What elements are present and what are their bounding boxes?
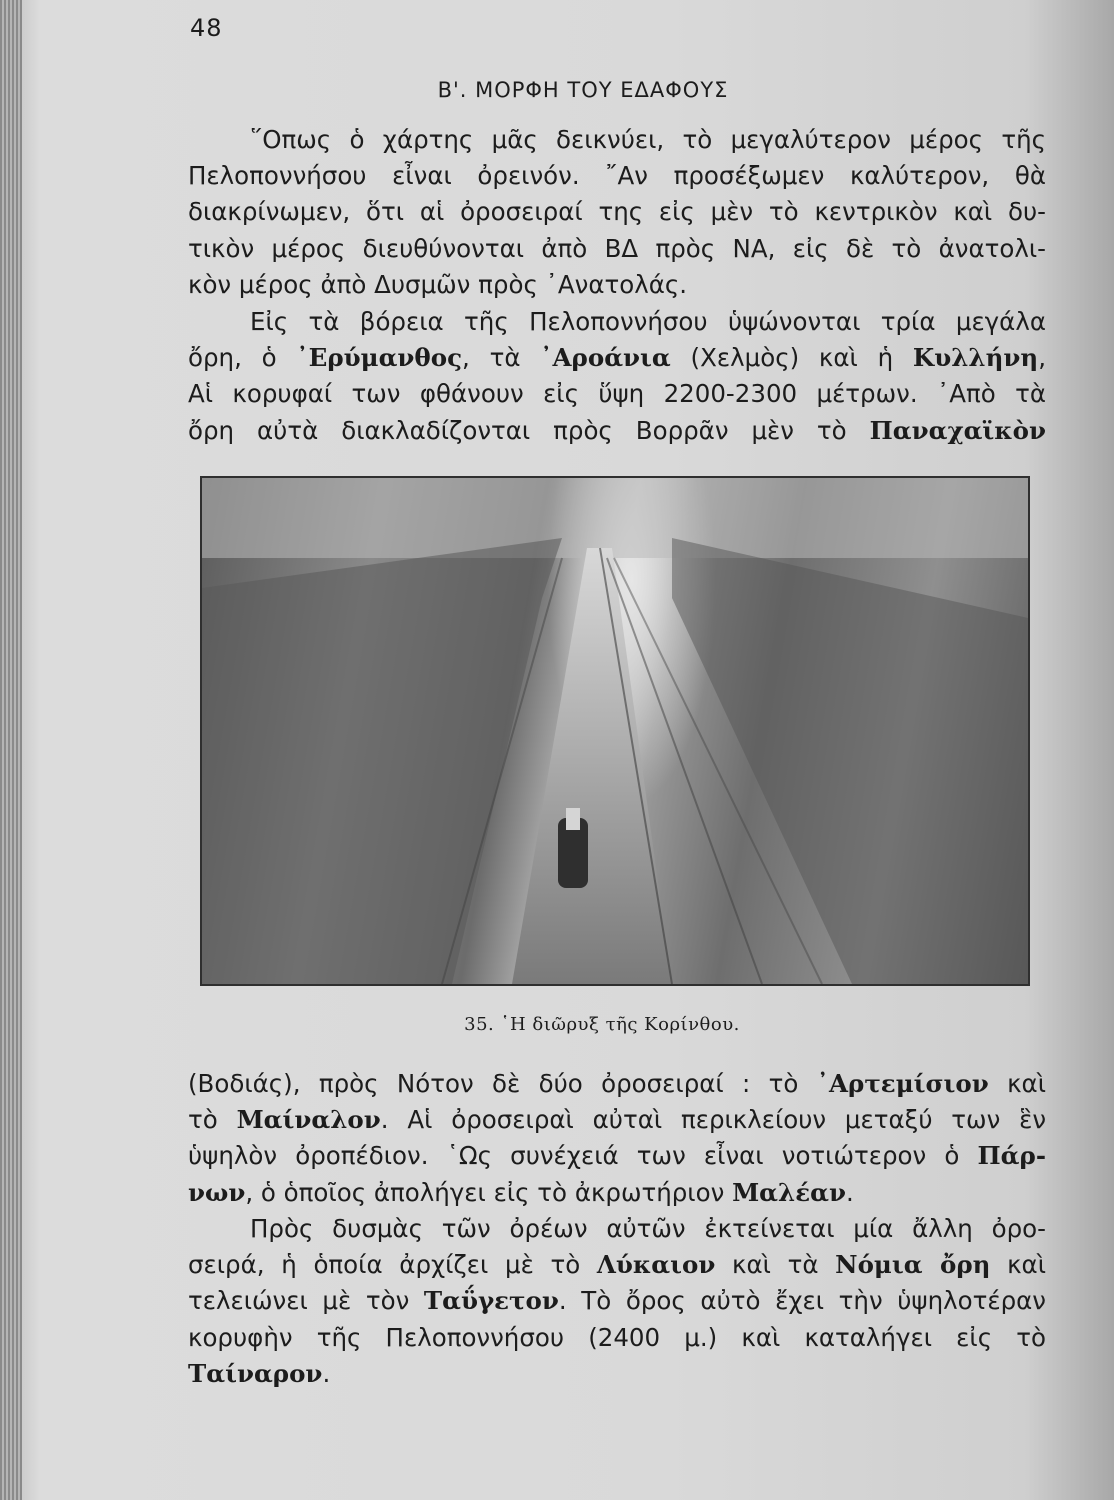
place-name: Ταΰγετον xyxy=(423,1286,559,1316)
text-line xyxy=(188,1247,1046,1283)
text-run: καὶ τὰ xyxy=(715,1250,836,1280)
paragraph-4 xyxy=(188,1211,1046,1392)
text-line: κορυφὴν τῆς Πελοποννήσου (2400 μ.) καὶ καταλήγει εἰς τὸ xyxy=(188,1322,1046,1352)
text-run: . xyxy=(322,1358,331,1388)
paragraph-1 xyxy=(188,122,1046,303)
text-run: . Τὸ ὄρος αὐτὸ ἔχει τὴν ὑψηλοτέραν xyxy=(558,1286,1046,1316)
text-line xyxy=(188,1356,1046,1392)
text-run: , ὁ ὁποῖος ἀπολήγει εἰς τὸ ἀκρωτήριον xyxy=(245,1177,733,1207)
place-name: Μαίναλον xyxy=(236,1105,381,1135)
place-name: Μαλέαν xyxy=(732,1177,846,1207)
place-name: Νόμια ὄρη xyxy=(835,1250,991,1280)
text-line xyxy=(188,413,1046,449)
page-number: 48 xyxy=(190,14,223,42)
place-name: Παναχαϊκὸν xyxy=(869,415,1046,445)
text-line: ῞Οπως ὁ χάρτης μᾶς δεικνύει, τὸ μεγαλύτερον μέρος τῆς xyxy=(250,125,1046,154)
photo-illustration xyxy=(202,478,1028,984)
text-run: σειρά, ἡ ὁποία ἀρχίζει μὲ τὸ xyxy=(188,1250,597,1280)
text-line: Εἰς τὰ βόρεια τῆς Πελοποννήσου ὑψώνονται τρία μεγάλα xyxy=(250,307,1046,336)
place-name: Πάρ- xyxy=(977,1141,1046,1171)
text-run: (Βοδιάς), πρὸς Νότον δὲ δύο ὀροσειραί : τὸ xyxy=(188,1069,817,1098)
text-line: τικὸν μέρος διευθύνονται ἀπὸ ΒΔ πρὸς ΝΑ, εἰς δὲ τὸ ἀνατολι- xyxy=(188,233,1046,263)
text-line: Πρὸς δυσμὰς τῶν ὀρέων αὐτῶν ἐκτείνεται μία ἄλλη ὀρο- xyxy=(250,1214,1046,1243)
text-run: ὄρη αὐτὰ διακλαδίζονται πρὸς Βορρᾶν μὲν τὸ xyxy=(188,415,870,445)
paragraph-3 xyxy=(188,1066,1046,1211)
text-run: τελειώνει μὲ τὸν xyxy=(188,1286,424,1316)
text-line xyxy=(188,1175,1046,1211)
text-line xyxy=(188,1138,1046,1174)
paragraph-2 xyxy=(188,304,1046,449)
text-run: . xyxy=(845,1177,854,1207)
text-run: (Χελμὸς) καὶ ἡ xyxy=(670,343,913,373)
text-run: καὶ xyxy=(990,1250,1046,1280)
place-name: Ταίναρον xyxy=(188,1358,323,1388)
text-run: ὄρη, ὁ xyxy=(188,343,297,373)
text-line xyxy=(188,1066,1046,1102)
text-line: κὸν μέρος ἀπὸ Δυσμῶν πρὸς ᾿Ανατολάς. xyxy=(188,269,688,299)
text-line xyxy=(188,1283,1046,1319)
text-run: ὑψηλὸν ὀροπέδιον. ῾Ως συνέχειά των εἶναι νοτιώτερον ὁ xyxy=(188,1141,978,1171)
section-title: Β'. ΜΟΡΦΗ ΤΟΥ ΕΔΑΦΟΥΣ xyxy=(437,78,729,102)
text-run: τὸ xyxy=(188,1105,237,1135)
place-name: ᾿Αροάνια xyxy=(540,343,671,373)
text-run: , xyxy=(1038,343,1046,373)
place-name: νων xyxy=(188,1177,246,1207)
text-run: , τὰ xyxy=(462,343,541,373)
text-line: διακρίνωμεν, ὅτι αἱ ὀροσειραί της εἰς μὲν τὸ κεντρικὸν καὶ δυ- xyxy=(188,197,1046,227)
text-line xyxy=(188,1102,1046,1138)
text-line: Πελοποννήσου εἶναι ὀρεινόν. ῎Αν προσέξωμεν καλύτερον, θὰ xyxy=(188,161,1046,191)
page-edge xyxy=(0,0,22,1500)
corinth-canal-photo xyxy=(200,476,1030,986)
text-line xyxy=(188,340,1046,376)
place-name: Λύκαιον xyxy=(596,1250,716,1280)
text-line: Αἱ κορυφαί των φθάνουν εἰς ὕψη 2200-2300 μέτρων. ᾿Απὸ τὰ xyxy=(188,379,1046,409)
place-name: ᾿Αρτεμίσιον xyxy=(816,1069,989,1098)
place-name: ᾿Ερύμανθος xyxy=(296,343,463,373)
text-run: καὶ xyxy=(988,1069,1046,1098)
text-run: . Αἱ ὀροσειραὶ αὐταὶ περικλείουν μεταξύ των ἓν xyxy=(380,1105,1047,1135)
figure-caption: 35. ῾Η διῶρυξ τῆς Κορίνθου. xyxy=(464,1014,740,1035)
place-name: Κυλλήνη xyxy=(912,343,1039,373)
